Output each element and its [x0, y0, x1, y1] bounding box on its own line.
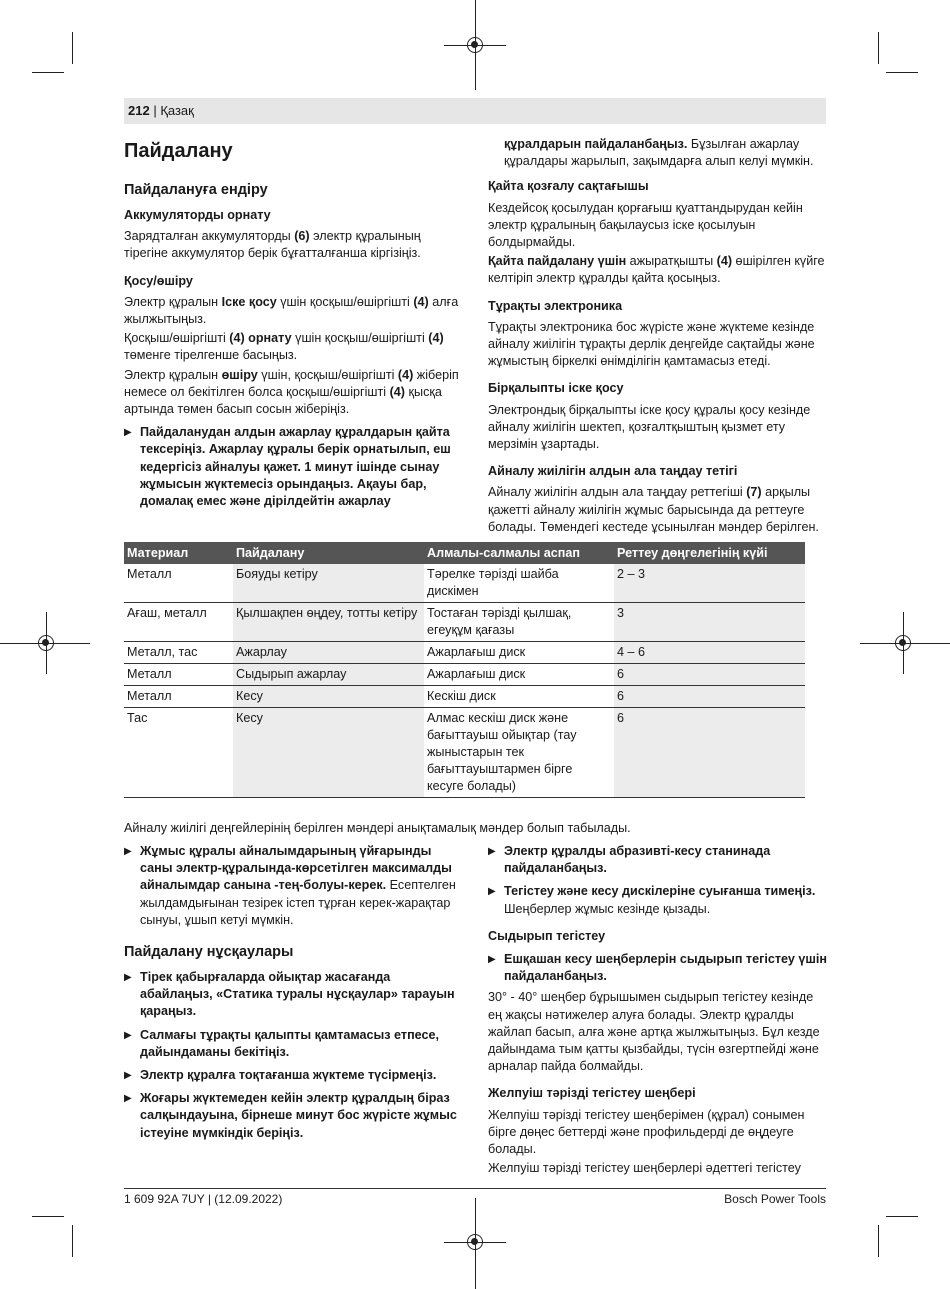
column-header: Пайдалану	[233, 542, 424, 564]
section-heading: Пайдалануға ендіру	[124, 182, 268, 198]
page-number: 212	[128, 103, 150, 118]
footer-divider	[124, 1188, 826, 1189]
paragraph: 30° - 40° шеңбер бұрышымен сыдырып тегістеу кезінде ең жақсы нәтижелер алуға болады. Электр құралды жайлап басып, алға және артқа жылжытыңыз. Бұл кезде дайындама тым қатты қызбайды, түсін өзгертпейді және арналар пайда болмайды.	[488, 990, 820, 1074]
table-cell: Алмас кескіш диск және бағыттауыш ойықтар (тау жыныстарын тек бағыттауыштармен бірге кесуге болады)	[424, 708, 614, 798]
table-cell: 6	[614, 686, 805, 708]
table-cell: Ағаш, металл	[124, 603, 233, 642]
page-title: Пайдалану	[124, 140, 233, 162]
table-cell: Кесу	[233, 686, 424, 708]
warning-bullet: ▶ Жоғары жүктемеден кейін электр құралдың біраз салқындауына, бірнеше минут бос жүрісте жұмыс істеуіне мүмкіндік беріңіз.	[124, 1090, 464, 1142]
paragraph: Электрондық бірқалыпты іске қосу құралы қосу кезінде айналу жиілігін шектеп, қозғалтқыштың қызмет ету мерзімін ұзартады.	[488, 402, 811, 452]
table-cell: 6	[614, 664, 805, 686]
table-row	[124, 564, 805, 603]
crop-mark	[878, 32, 879, 64]
table-cell: Кескіш диск	[424, 686, 614, 708]
paragraph: Электр құралын өшіру үшін, қосқыш/өшіргішті (4) жіберіп немесе ол бекітілген болса қосқыш/өшіргішті (4) қысқа артында төмен басып сосын жіберіңіз.	[124, 367, 459, 417]
paragraph: Электр құралын Іске қосу үшін қосқыш/өшіргішті (4) алға жылжытыңыз.	[124, 294, 459, 327]
subsection-heading: Желпуіш тәрізді тегістеу шеңбері	[488, 1086, 696, 1101]
crop-mark	[72, 32, 73, 64]
page-header	[124, 98, 826, 124]
crop-mark	[886, 72, 918, 73]
table-cell: Ажарлағыш диск	[424, 664, 614, 686]
warning-bullet: ▶ Ешқашан кесу шеңберлерін сыдырып тегістеу үшін пайдаланбаңыз.	[488, 951, 828, 985]
paragraph: Желпуіш тәрізді тегістеу шеңберімен (құрал) сонымен бірге дөңес беттерді және профильдерді де өңдеуге болады.	[488, 1107, 805, 1157]
paragraph: Қосқыш/өшіргішті (4) орнату үшін қосқыш/өшіргішті (4) төменге тірелгенше басыңыз.	[124, 331, 444, 363]
table-row	[124, 642, 805, 664]
subsection-heading: Бірқалыпты іске қосу	[488, 381, 624, 396]
column-header: Реттеу дөңгелегінің күйі	[614, 542, 805, 564]
table-cell: Ажарлау	[233, 642, 424, 664]
registration-mark-icon	[467, 1234, 483, 1250]
table-cell: Ажарлағыш диск	[424, 642, 614, 664]
paragraph: Желпуіш тәрізді тегістеу шеңберлері әдеттегі тегістеу	[488, 1161, 801, 1176]
subsection-heading: Тұрақты электроника	[488, 298, 623, 313]
table-cell: 3	[614, 603, 805, 642]
warning-bullet: ▶ Электр құралды абразивті-кесу станинада пайдаланбаңыз.	[488, 843, 828, 877]
warning-bullet: ▶ Тірек қабырғаларда ойықтар жасағанда абайлаңыз, «Статика туралы нұсқаулар» тарауын қараңыз.	[124, 969, 464, 1021]
page-language: Қазақ	[160, 103, 194, 118]
table-cell: Тас	[124, 708, 233, 798]
warning-bullet: ▶ Салмағы тұрақты қалыпты қамтамасыз етпесе, дайындаманы бекітіңіз.	[124, 1027, 464, 1061]
subsection-heading: Айналу жиілігін алдын ала таңдау тетігі	[488, 464, 738, 479]
subsection-heading: Қосу/өшіру	[124, 273, 193, 288]
table-cell: Металл	[124, 664, 233, 686]
page-header-text: 212 | Қазақ	[128, 103, 194, 118]
registration-mark-icon	[38, 635, 54, 651]
table-row	[124, 664, 805, 686]
registration-mark-icon	[895, 635, 911, 651]
subsection-heading: Сыдырып тегістеу	[488, 928, 606, 943]
subsection-heading: Қайта қозғалу сақтағышы	[488, 179, 649, 194]
section-heading: Пайдалану нұсқаулары	[124, 944, 294, 961]
paragraph: Айналу жиілігін алдын ала таңдау реттегіші (7) арқылы қажетті айналу жиілігін жұмыс барысында да реттеуге болады. Төмендегі кестеде ұсынылған мәндер берілген.	[488, 485, 819, 534]
crop-mark	[72, 1225, 73, 1257]
warning-bullet: ▶ Пайдаланудан алдын ажарлау құралдарын қайта тексеріңіз. Ажарлау құралы берік орнатылып, еш кедергісіз айналуы қажет. 1 минут ішінде сынау жұмысын жүктемесіз орындаңыз. Ақауы бар, домалақ емес және дірілдейтін ажарлау	[124, 424, 464, 510]
table-note: Айналу жиілігі деңгейлерінің берілген мәндері анықтамалық мәндер болып табылады.	[124, 821, 631, 835]
paragraph: құралдарын пайдаланбаңыз. Бұзылған ажарлау құралдары жарылып, зақымдарға алып келуі мүмкін.	[504, 137, 814, 169]
paragraph: Зарядталған аккумуляторды (6) электр құралының тірегіне аккумулятор берік бұғатталғанша кіргізіңіз.	[124, 229, 421, 261]
table-cell: Тәрелке тәрізді шайба дискімен	[424, 564, 614, 603]
table-cell: Металл	[124, 686, 233, 708]
paragraph: Тұрақты электроника бос жүрісте және жүктеме кезінде айналу жиілігін тұрақты дерлік деңгейде сақтайды және жұмыстың біркелкі өнімділігін қамтамасыз етеді.	[488, 319, 815, 369]
paragraph: Кездейсоқ қосылудан қорғағыш қуаттандырудан кейін электр құралының бақылаусыз іске қосылуын болдырмайды.	[488, 200, 803, 250]
column-header: Алмалы-салмалы аспап	[424, 542, 614, 564]
column-header: Материал	[124, 542, 233, 564]
paragraph: Қайта пайдалану үшін ажыратқышты (4) өшірілген күйге келтіріп электр құралды қайта қосыңыз.	[488, 254, 825, 286]
table-cell: Кесу	[233, 708, 424, 798]
crop-mark	[878, 1225, 879, 1257]
table-cell: 4 – 6	[614, 642, 805, 664]
lower-right-column	[488, 843, 828, 1179]
lower-left-column	[124, 843, 464, 1146]
table-cell: Қылшақпен өңдеу, тотты кетіру	[233, 603, 424, 642]
warning-bullet: ▶ Электр құралға тоқтағанша жүктеме түсірмеңіз.	[124, 1067, 464, 1084]
table-cell: 6	[614, 708, 805, 798]
footer-doc-number: 1 609 92A 7UY | (12.09.2022)	[124, 1192, 283, 1206]
left-column	[124, 139, 464, 514]
table-cell: Бояуды кетіру	[233, 564, 424, 603]
right-column	[488, 136, 828, 538]
footer-brand: Bosch Power Tools	[724, 1192, 826, 1206]
warning-bullet: ▶ Тегістеу және кесу дискілеріне суығанша тимеңіз. Шеңберлер жұмыс кезінде қызады.	[488, 883, 828, 917]
speed-table	[124, 542, 805, 798]
table-cell: Тостаған тәрізді қылшақ, егеуқұм қағазы	[424, 603, 614, 642]
table-row	[124, 686, 805, 708]
table-row	[124, 708, 805, 798]
table-cell: Сыдырып ажарлау	[233, 664, 424, 686]
registration-mark-icon	[467, 37, 483, 53]
crop-mark	[886, 1216, 918, 1217]
table-header-row	[124, 542, 805, 564]
table-cell: Металл, тас	[124, 642, 233, 664]
crop-mark	[32, 1216, 64, 1217]
table-row	[124, 603, 805, 642]
crop-mark	[32, 72, 64, 73]
subsection-heading: Аккумуляторды орнату	[124, 208, 271, 222]
table-cell: 2 – 3	[614, 564, 805, 603]
table-cell: Металл	[124, 564, 233, 603]
warning-bullet: ▶ Жұмыс құралы айналымдарының үйғарынды саны электр-құралында-көрсетілген максималды айналымдар санына -тең-болуы-керек. Есептелген жылдамдығынан тезірек істеп тұрған керек-жарақтар сынуы, ұшып кетуі мүмкін.	[124, 843, 464, 929]
